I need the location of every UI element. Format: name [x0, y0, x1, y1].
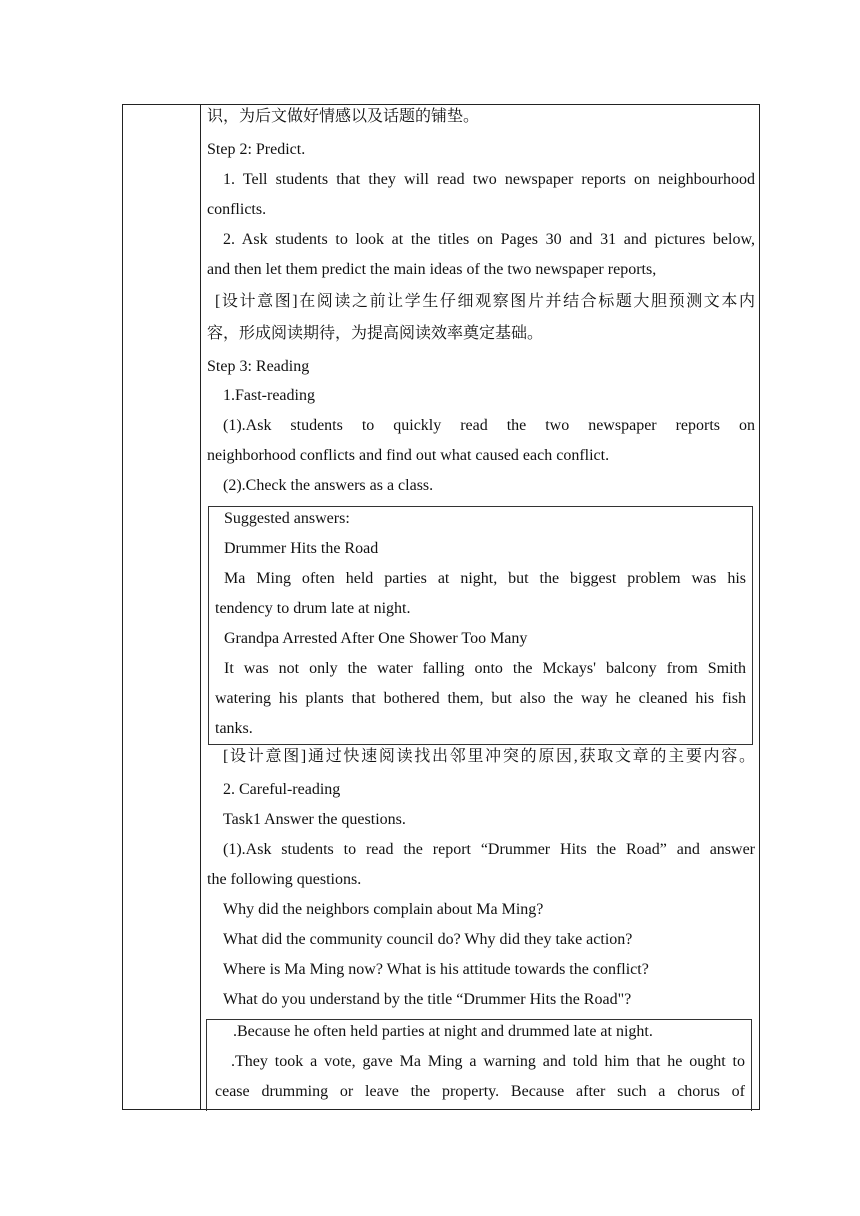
intro-text: 识，为后文做好情感以及话题的铺垫。 [207, 108, 480, 125]
step2-heading: Step 2: Predict. [207, 141, 306, 158]
answer-2: .They took a vote, gave Ma Ming a warning and told him that he ought to [231, 1053, 745, 1070]
answer-2-cont: cease drumming or leave the property. Because after such a chorus of [215, 1083, 745, 1100]
question-1: Why did the neighbors complain about Ma Ming? [223, 901, 544, 918]
step2-item1: 1. Tell students that they will read two newspaper reports on neighbourhood [223, 171, 755, 188]
question-4: What do you understand by the title “Drummer Hits the Road"? [223, 991, 632, 1008]
step2-item2-cont: and then let them predict the main ideas of the two newspaper reports, [207, 261, 657, 278]
fast-reading-task1: (1).Ask students to quickly read the two newspaper reports on [223, 417, 755, 434]
careful-task1-cont: the following questions. [207, 871, 362, 888]
answers-box-2 [206, 1019, 752, 1111]
step3-heading: Step 3: Reading [207, 358, 310, 375]
answer-1: .Because he often held parties at night and drummed late at night. [233, 1023, 653, 1040]
step2-item2: 2. Ask students to look at the titles on Pages 30 and 31 and pictures below, [223, 231, 755, 248]
fast-reading-task1-cont: neighborhood conflicts and find out what caused each conflict. [207, 447, 610, 464]
fast-design-intent: [设计意图]通过快速阅读找出邻里冲突的原因,获取文章的主要内容。 [223, 748, 755, 765]
answers-title: Suggested answers: [224, 510, 350, 527]
report2-answer-cont: watering his plants that bothered them, but also the way he cleaned his fish [215, 690, 746, 707]
report1-answer-cont: tendency to drum late at night. [215, 600, 411, 617]
step2-item1-cont: conflicts. [207, 201, 267, 218]
fast-reading-task2: (2).Check the answers as a class. [223, 477, 434, 494]
fast-reading-label: 1.Fast-reading [223, 387, 315, 404]
step2-design-intent: [设计意图]在阅读之前让学生仔细观察图片并结合标题大胆预测文本内 [215, 293, 755, 310]
report1-answer: Ma Ming often held parties at night, but the biggest problem was his [224, 570, 746, 587]
careful-reading-label: 2. Careful-reading [223, 781, 341, 798]
careful-task1: (1).Ask students to read the report “Drummer Hits the Road” and answer [223, 841, 755, 858]
report1-title: Drummer Hits the Road [224, 540, 379, 557]
report2-answer-end: tanks. [215, 720, 253, 737]
lesson-plan-table [122, 104, 760, 1110]
column-divider [200, 105, 201, 1109]
report2-answer: It was not only the water falling onto the Mckays' balcony from Smith [224, 660, 746, 677]
question-3: Where is Ma Ming now? What is his attitude towards the conflict? [223, 961, 649, 978]
report2-title: Grandpa Arrested After One Shower Too Many [224, 630, 528, 647]
suggested-answers-box [208, 506, 753, 745]
task1-label: Task1 Answer the questions. [223, 811, 406, 828]
step2-design-intent-cont: 容，形成阅读期待，为提高阅读效率奠定基础。 [207, 325, 544, 342]
question-2: What did the community council do? Why did they take action? [223, 931, 633, 948]
